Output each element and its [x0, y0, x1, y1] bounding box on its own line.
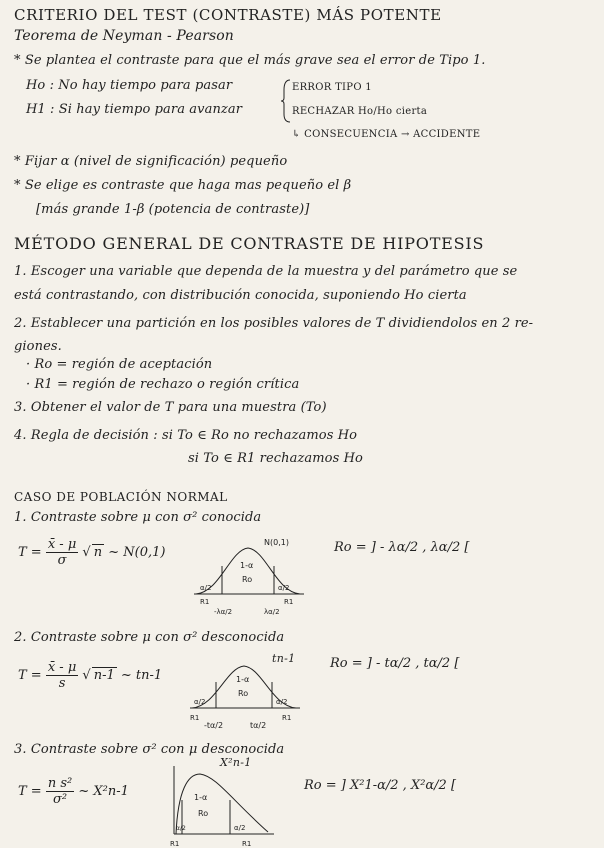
left-rejection-label: R1 — [200, 598, 210, 606]
statistic-lhs: T = — [18, 784, 42, 799]
bullet-power: [más grande 1-β (potencia de contraste)] — [36, 202, 310, 217]
statistic-fraction — [46, 776, 74, 807]
sqrt-icon: √ — [82, 545, 91, 560]
case-2-region: Ro = ] - tα/2 , tα/2 [ — [330, 656, 460, 671]
acceptance-region-label: Ro — [198, 809, 209, 818]
reject-label: RECHAZAR Ho/Ho cierta — [292, 106, 428, 117]
acceptance-region-label: Ro — [238, 689, 249, 698]
fraction-numerator: x̄ - μ — [47, 537, 77, 552]
error-type-label: ERROR TIPO 1 — [292, 82, 372, 93]
right-rejection-label: R1 — [282, 714, 292, 722]
case-1-heading: 1. Contraste sobre μ con σ² conocida — [14, 510, 262, 525]
step-1-line-a: 1. Escoger una variable que dependa de la muestra y del parámetro que se — [14, 264, 518, 279]
right-critical-value: λα/2 — [264, 608, 280, 616]
case-1-statistic — [18, 537, 165, 568]
case-2-curve-label: tn-1 — [272, 652, 296, 665]
statistic-fraction — [46, 660, 78, 691]
normal-case-title: CASO DE POBLACIÓN NORMAL — [14, 490, 228, 504]
bullet-type1-error: * Se plantea el contraste para que el más grave sea el error de Tipo 1. — [14, 53, 486, 68]
method-title: MÉTODO GENERAL DE CONTRASTE DE HIPOTESIS — [14, 234, 485, 253]
case-1-curve — [190, 532, 310, 618]
fraction-numerator: n s² — [47, 776, 73, 791]
acceptance-region-label: Ro — [242, 575, 253, 584]
region-r1-def: · R1 = región de rechazo o región crítica — [26, 377, 300, 392]
center-area-label: 1-α — [194, 793, 208, 802]
right-critical-value: tα/2 — [250, 721, 267, 730]
left-tail-label: α/2 — [200, 584, 212, 592]
fraction-numerator: x̄ - μ — [47, 660, 77, 675]
sqrt-argument: n — [93, 545, 103, 560]
statistic-lhs: T = — [18, 545, 42, 560]
right-rejection-label: R1 — [242, 840, 252, 848]
right-tail-label: α/2 — [234, 824, 246, 832]
left-tail-label: α/2 — [194, 698, 206, 706]
region-r0-def: · Ro = región de aceptación — [26, 357, 213, 372]
distribution-label: ~ N(0,1) — [108, 545, 166, 560]
sqrt-icon: √ — [82, 668, 91, 683]
fraction-denominator: s — [58, 676, 66, 691]
step-2-line-b: giones. — [14, 339, 62, 354]
distribution-label: ~ X²n-1 — [78, 784, 129, 799]
step-1-line-b: está contrastando, con distribución conocida, suponiendo Ho cierta — [14, 288, 467, 303]
consequence-label: ↳ CONSECUENCIA → ACCIDENTE — [292, 129, 481, 140]
step-2-line-a: 2. Establecer una partición en los posibles valores de T dividiendolos en 2 re- — [14, 316, 534, 331]
case-2-heading: 2. Contraste sobre μ con σ² desconocida — [14, 630, 285, 645]
distribution-label: ~ tn-1 — [120, 668, 163, 683]
bullet-beta: * Se elige es contraste que haga mas pequeño el β — [14, 178, 352, 193]
center-area-label: 1-α — [236, 675, 250, 684]
left-critical-value: -tα/2 — [204, 721, 224, 730]
left-rejection-label: R1 — [190, 714, 200, 722]
step-4-line-b: si To ∈ R1 rechazamos Ho — [188, 451, 363, 466]
right-tail-label: α/2 — [278, 584, 290, 592]
null-hypothesis: Ho : No hay tiempo para pasar — [26, 78, 233, 93]
bullet-alpha: * Fijar α (nivel de significación) pequeño — [14, 154, 288, 169]
right-rejection-label: R1 — [284, 598, 294, 606]
alt-hypothesis: H1 : Si hay tiempo para avanzar — [26, 102, 243, 117]
curve-label: N(0,1) — [264, 538, 289, 547]
step-4-line-a: 4. Regla de decisión : si To ∈ Ro no rechazamos Ho — [14, 428, 358, 443]
statistic-fraction — [46, 537, 78, 568]
case-1-region: Ro = ] - λα/2 , λα/2 [ — [334, 540, 470, 555]
page-title: CRITERIO DEL TEST (CONTRASTE) MÁS POTENTE — [14, 6, 442, 24]
right-tail-label: α/2 — [276, 698, 288, 706]
statistic-lhs: T = — [18, 668, 42, 683]
sqrt-argument: n-1 — [93, 668, 115, 683]
case-2-statistic — [18, 660, 162, 691]
left-tail-label: α/2 — [176, 825, 186, 832]
left-critical-value: -λα/2 — [214, 608, 233, 616]
left-rejection-label: R1 — [170, 840, 180, 848]
case-3-region: Ro = ] X²1-α/2 , X²α/2 [ — [304, 778, 457, 793]
case-3-curve — [168, 760, 278, 848]
fraction-denominator: σ² — [52, 792, 68, 807]
case-3-statistic — [18, 776, 129, 807]
case-3-heading: 3. Contraste sobre σ² con μ desconocida — [14, 742, 285, 757]
brace-icon — [280, 78, 292, 124]
fraction-denominator: σ — [57, 553, 67, 568]
case-3-curve-label: X²n-1 — [220, 756, 252, 769]
theorem-name: Teorema de Neyman - Pearson — [14, 28, 234, 44]
step-3: 3. Obtener el valor de T para una muestra (To) — [14, 400, 327, 415]
center-area-label: 1-α — [240, 561, 254, 570]
